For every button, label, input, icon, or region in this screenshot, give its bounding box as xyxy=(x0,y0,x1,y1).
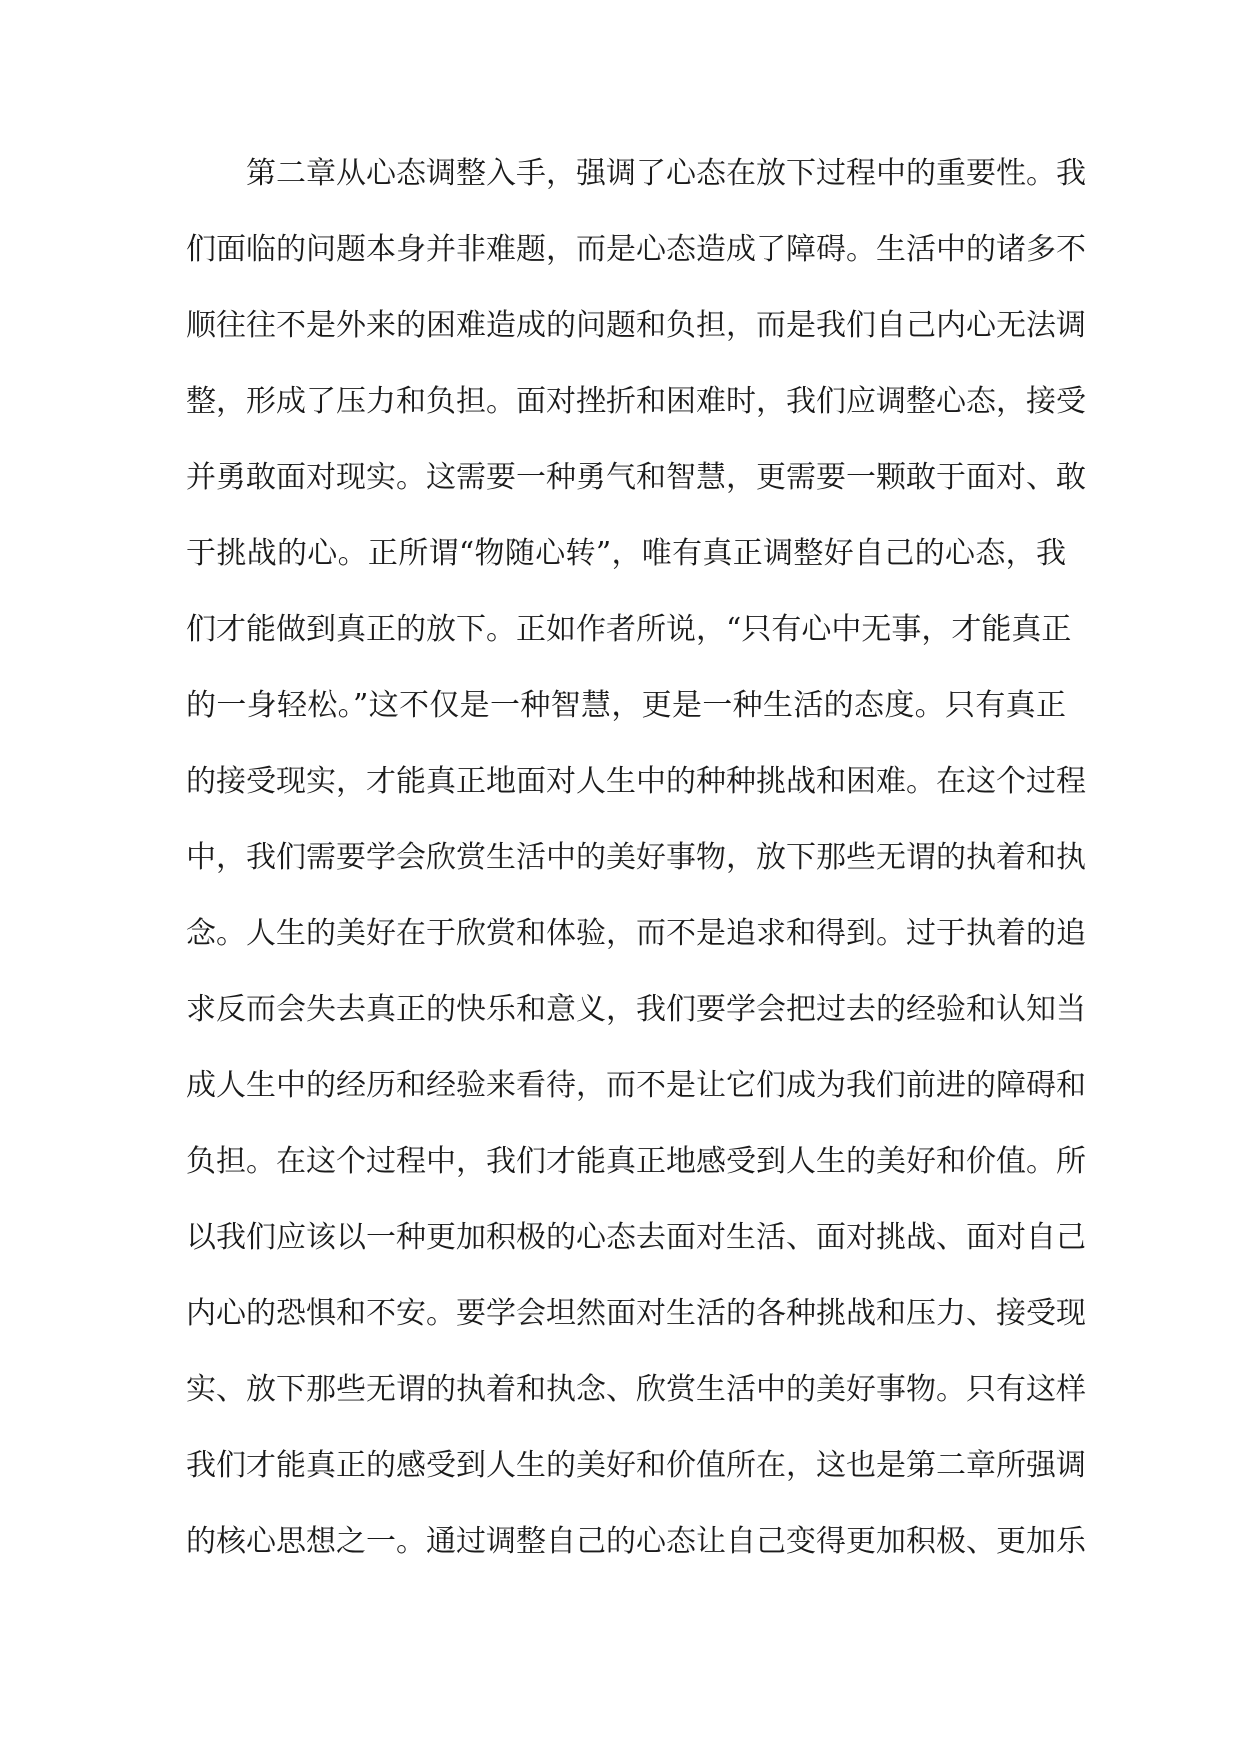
paragraph-line: 整，形成了压力和负担。面对挫折和困难时，我们应调整心态，接受 xyxy=(186,384,1086,419)
paragraph-line: 我们才能真正的感受到人生的美好和价值所在，这也是第二章所强调 xyxy=(186,1448,1086,1483)
paragraph-line: 中，我们需要学会欣赏生活中的美好事物，放下那些无谓的执着和执 xyxy=(186,840,1086,875)
body-paragraph xyxy=(186,142,1086,1586)
paragraph-line: 成人生中的经历和经验来看待，而不是让它们成为我们前进的障碍和 xyxy=(186,1068,1086,1103)
paragraph-line: 负担。在这个过程中，我们才能真正地感受到人生的美好和价值。所 xyxy=(186,1144,1086,1179)
paragraph-line: 实、放下那些无谓的执着和执念、欣赏生活中的美好事物。只有这样 xyxy=(186,1372,1086,1407)
paragraph-line: 顺往往不是外来的困难造成的问题和负担，而是我们自己内心无法调 xyxy=(186,308,1086,343)
paragraph-line: 第二章从心态调整入手，强调了心态在放下过程中的重要性。我 xyxy=(246,156,1086,191)
paragraph-line: 念。人生的美好在于欣赏和体验，而不是追求和得到。过于执着的追 xyxy=(186,916,1086,951)
paragraph-line: 以我们应该以一种更加积极的心态去面对生活、面对挑战、面对自己 xyxy=(186,1220,1086,1255)
paragraph-line: 内心的恐惧和不安。要学会坦然面对生活的各种挑战和压力、接受现 xyxy=(186,1296,1086,1331)
paragraph-line: 于挑战的心。正所谓“物随心转”，唯有真正调整好自己的心态，我 xyxy=(186,536,1066,571)
paragraph-line: 们面临的问题本身并非难题，而是心态造成了障碍。生活中的诸多不 xyxy=(186,232,1086,267)
paragraph-line: 的一身轻松。”这不仅是一种智慧，更是一种生活的态度。只有真正 xyxy=(186,688,1066,723)
paragraph-line: 的接受现实，才能真正地面对人生中的种种挑战和困难。在这个过程 xyxy=(186,764,1086,799)
paragraph-line: 们才能做到真正的放下。正如作者所说，“只有心中无事，才能真正 xyxy=(186,612,1072,647)
paragraph-line: 并勇敢面对现实。这需要一种勇气和智慧，更需要一颗敢于面对、敢 xyxy=(186,460,1086,495)
paragraph-line: 求反而会失去真正的快乐和意义，我们要学会把过去的经验和认知当 xyxy=(186,992,1086,1027)
paragraph-line: 的核心思想之一。通过调整自己的心态让自己变得更加积极、更加乐 xyxy=(186,1524,1086,1559)
